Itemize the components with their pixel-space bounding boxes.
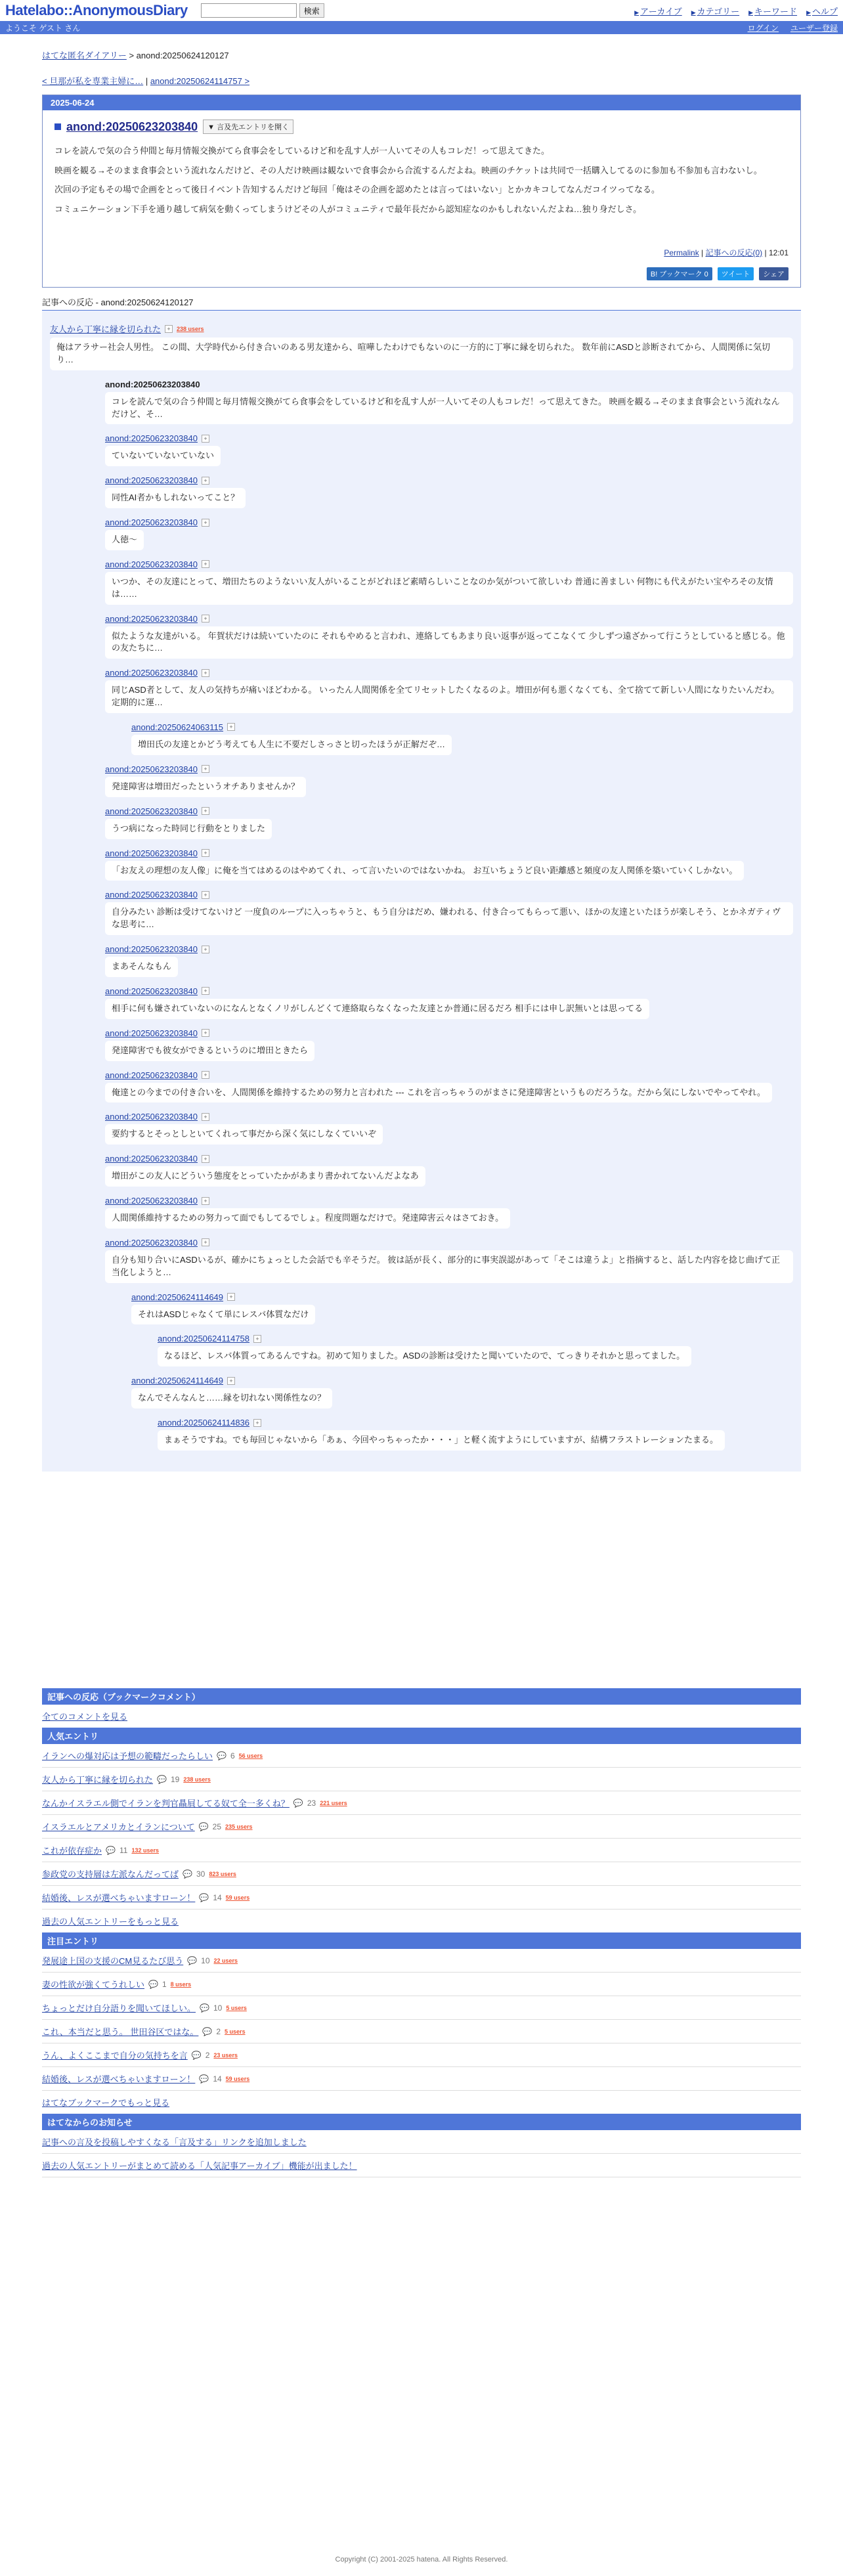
reaction-excerpt: なるほど、レスバ体質ってあるんですね。初めて知りました。ASDの診断は受けたと聞いていたので、てっきりそれかと思ってました。 <box>158 1346 691 1366</box>
entry-title-link[interactable]: anond:20250623203840 <box>66 120 198 133</box>
reaction-node <box>105 890 793 944</box>
users-badge[interactable]: 8 users <box>170 1980 192 1988</box>
expand-icon[interactable]: + <box>202 946 209 953</box>
search-form <box>201 3 324 18</box>
main-content <box>42 34 801 2177</box>
comment-icon: 💬 <box>191 2050 202 2060</box>
expand-icon[interactable]: + <box>227 1293 235 1301</box>
reaction-title: anond:20250623203840 <box>105 379 200 389</box>
comment-count: 14 <box>213 1892 222 1902</box>
reaction-node <box>131 1376 793 1418</box>
expand-icon[interactable]: + <box>202 477 209 485</box>
reaction-node <box>131 1292 793 1334</box>
entry-bullet-icon <box>54 123 61 130</box>
reaction-link[interactable]: anond:20250624063115 <box>131 722 224 732</box>
reaction-link[interactable]: anond:20250623203840 <box>105 1196 198 1206</box>
reaction-excerpt: 増田がこの友人にどういう態度をとっていたかがあまり書かれてないんだよなあ <box>105 1166 425 1187</box>
expand-icon[interactable]: + <box>202 615 209 622</box>
entry-link[interactable]: イスラエルとアメリカとイランについて <box>42 1822 195 1832</box>
reaction-node <box>105 668 793 722</box>
entry-pager: < 旦那が私を専業主婦に… | anond:20250624114757 > <box>42 76 250 86</box>
permalink[interactable]: Permalink <box>664 248 699 257</box>
reaction-link[interactable]: anond:20250623203840 <box>105 944 198 955</box>
reaction-node <box>105 1112 793 1154</box>
news-link[interactable]: 過去の人気エントリーがまとめて読める「人気記事アーカイブ」機能が出ました！ <box>42 2161 357 2171</box>
reaction-header <box>105 1112 793 1122</box>
users-badge[interactable]: 238 users <box>177 325 204 332</box>
expand-icon[interactable]: + <box>202 1155 209 1163</box>
expand-icon[interactable]: + <box>202 435 209 443</box>
reaction-node <box>105 944 793 986</box>
reaction-header <box>105 1028 793 1038</box>
entry-link[interactable]: 発展途上国の支援のCM見るたび思う <box>42 1956 184 1966</box>
entry-link[interactable]: ちょっとだけ自分語りを聞いてほしい。 <box>42 2003 196 2013</box>
entry-paragraph: 次回の予定もその場で企画をとって後日イベント告知するんだけど毎回「俺はその企画を認めたとは言ってはいない」とかカキコしてなんだコイツってなる。 <box>54 185 660 194</box>
reaction-node <box>105 806 793 848</box>
all-comments-link[interactable]: 全てのコメントを見る <box>42 1712 128 1722</box>
list-item <box>42 1768 801 1791</box>
nav-keyword[interactable]: ▶ キーワード <box>748 5 797 17</box>
expand-icon[interactable]: + <box>202 519 209 527</box>
news-link[interactable]: 記事への言及を投稿しやすくなる「言及する」リンクを追加しました <box>42 2137 307 2147</box>
reaction-node <box>105 848 793 890</box>
comment-count: 19 <box>170 1774 180 1784</box>
entry-title <box>54 120 789 134</box>
expand-icon[interactable]: + <box>202 1238 209 1246</box>
search-input[interactable] <box>201 3 297 18</box>
users-badge[interactable]: 56 users <box>238 1752 263 1759</box>
top-nav <box>634 5 838 17</box>
list-item <box>42 1862 801 1886</box>
expand-icon[interactable]: + <box>202 1197 209 1205</box>
reaction-header <box>158 1334 793 1343</box>
list-item <box>42 2067 801 2091</box>
entry-link[interactable]: 結婚後、レスが選べちゃいますローン！ <box>42 2074 196 2084</box>
comment-icon: 💬 <box>198 1822 209 1831</box>
reaction-link[interactable]: anond:20250623203840 <box>105 668 198 678</box>
reaction-node <box>105 764 793 806</box>
welcome-text: ようこそ ゲスト さん <box>5 23 81 33</box>
reactions-heading: 記事への反応 - anond:20250624120127 <box>42 295 801 311</box>
reaction-header <box>105 890 793 900</box>
list-item <box>42 1973 801 1996</box>
reaction-header <box>105 848 793 858</box>
entry-paragraph: コミュニケーション下手を通り越して病気を動くってしまうけどその人がコミュニティで最年長だから認知症なのかもしれないんだよね…独り身だしさ。 <box>54 204 642 214</box>
reaction-excerpt: コレを読んで気の合う仲間と毎月情報交換がてら食事会をしているけど和を乱す人が一人いてその人もコレだ！って思えてきた。 映画を観る→そのまま食事会という流れなんだけど、そ… <box>105 392 793 425</box>
expand-icon[interactable]: + <box>227 723 235 731</box>
expand-icon[interactable]: + <box>253 1335 261 1343</box>
comment-icon: 💬 <box>293 1798 303 1808</box>
list-item <box>42 1949 801 1973</box>
bookmark-button[interactable]: B! ブックマーク 0 <box>647 267 712 280</box>
entry-link[interactable]: 妻の性欲が強くてうれしい <box>42 1980 145 1990</box>
search-button[interactable]: 検索 <box>299 3 324 18</box>
entry-link[interactable]: 結婚後、レスが選べちゃいますローン！ <box>42 1893 196 1903</box>
reaction-header <box>105 1238 793 1248</box>
expand-icon[interactable]: + <box>202 1071 209 1079</box>
notable-list <box>42 1949 801 2091</box>
reaction-node <box>105 614 793 668</box>
expand-icon[interactable]: + <box>202 560 209 568</box>
user-bar <box>0 21 843 34</box>
reaction-thread <box>42 311 801 1472</box>
reaction-link[interactable]: anond:20250623203840 <box>105 613 198 624</box>
reaction-excerpt: まぁそうですね。でも毎回じゃないから「あぁ、今回やっちゃったか・・・」と軽く流すようにしていますが、結構フラストレーションたまる。 <box>158 1430 725 1451</box>
spacer <box>42 1472 801 1688</box>
reaction-header <box>105 1196 793 1206</box>
reaction-header <box>105 1154 793 1164</box>
users-badge[interactable]: 22 users <box>213 1957 238 1964</box>
reaction-excerpt: 人徳〜 <box>105 530 144 550</box>
entry-link[interactable]: うん、よくここまで自分の気持ちを言 <box>42 2051 188 2061</box>
reaction-excerpt: 増田氏の友達とかどう考えても人生に不要だしさっさと切ったほうが正解だぞ… <box>131 735 452 755</box>
reaction-excerpt: 人間関係維持するための努力って面でもしてるでしょ。程度問題なだけで。発達障害云々はさておき。 <box>105 1208 510 1229</box>
comment-icon: 💬 <box>187 1955 198 1965</box>
reaction-excerpt: なんでそんなんと……縁を切れない関係性なの？ <box>131 1388 332 1408</box>
reaction-excerpt: 自分みたい 診断は受けてないけど 一度負のループに入っちゃうと、もう自分はだめ、嫌われる、付き合ってもらって悪い、ほかの友達といたほうが楽しそう、とかネガティヴな思考に… <box>105 902 793 935</box>
reaction-node <box>158 1334 793 1376</box>
reaction-node <box>105 475 793 517</box>
expand-icon[interactable]: + <box>253 1419 261 1427</box>
comment-count: 25 <box>212 1822 222 1831</box>
reaction-link[interactable]: anond:20250623203840 <box>105 1237 198 1248</box>
notable-heading: 注目エントリ <box>42 1932 801 1949</box>
reaction-header <box>105 517 793 527</box>
list-item <box>42 1791 801 1815</box>
comment-count: 14 <box>213 2074 222 2084</box>
expand-icon[interactable]: + <box>202 807 209 815</box>
comment-count: 10 <box>213 2003 223 2013</box>
comment-icon: 💬 <box>183 1869 192 1879</box>
breadcrumb-home[interactable]: はてな匿名ダイアリー <box>42 51 127 60</box>
breadcrumb: はてな匿名ダイアリー > anond:20250624120127 <box>42 51 229 60</box>
expand-icon[interactable]: + <box>202 765 209 773</box>
reaction-node <box>105 1154 793 1196</box>
reaction-node <box>105 1238 793 1292</box>
entry-link[interactable]: これ、本当だと思う。 世田谷区ではな。 <box>42 2027 199 2037</box>
expand-icon[interactable]: + <box>202 1113 209 1121</box>
comment-count: 1 <box>162 1979 167 1989</box>
comment-count: 11 <box>119 1845 128 1855</box>
comment-icon: 💬 <box>200 2003 209 2013</box>
comment-icon: 💬 <box>157 1774 167 1784</box>
list-item <box>42 2020 801 2043</box>
entry-paragraph: 映画を観る→そのまま食事会という流れなんだけど、その人だけ映画は観ないで食事会から合流するんだよね。映画のチケットは共同で一括購入してるのに参加も不参加も言わないし。 <box>54 165 762 175</box>
comment-count: 2 <box>205 2050 210 2060</box>
reaction-node <box>105 986 793 1028</box>
news-item <box>42 2154 801 2177</box>
reaction-node <box>158 1418 793 1460</box>
reaction-node <box>105 433 793 475</box>
comment-icon: 💬 <box>199 1892 209 1902</box>
list-item <box>42 1886 801 1910</box>
reaction-node <box>50 322 793 380</box>
comment-icon: 💬 <box>148 1979 158 1989</box>
comment-icon: 💬 <box>106 1845 116 1855</box>
users-badge[interactable]: 5 users <box>225 2028 246 2035</box>
reaction-excerpt: 似たような友達がいる。 年賀状だけは続いていたのに それもやめると言われ、連絡してもあまり良い返事が返ってこなくて 少しずつ遠ざかって行こうとしていると感じる。他の友たちに… <box>105 626 793 659</box>
users-badge[interactable]: 235 users <box>225 1823 253 1830</box>
reaction-node <box>131 722 793 764</box>
expand-icon[interactable]: + <box>227 1377 235 1385</box>
reaction-header <box>131 722 793 732</box>
prev-entry-link[interactable]: < 旦那が私を専業主婦に… <box>42 76 144 86</box>
reaction-header <box>105 944 793 954</box>
open-referenced-button[interactable]: ▼ 言及先エントリを開く <box>203 120 293 134</box>
register-link[interactable]: ユーザー登録 <box>790 23 838 33</box>
expand-icon[interactable]: + <box>202 849 209 857</box>
reaction-link[interactable]: anond:20250624114758 <box>158 1334 250 1344</box>
reaction-excerpt: 自分も知り合いにASDいるが、確かにちょっとした会話でも辛そうだ。 彼は話が長く、部分的に事実誤認があって「そこは違うよ」と指摘すると、話した内容を捻じ曲げて正当化しようと… <box>105 1250 793 1283</box>
reactions-link[interactable]: 記事への反応(0) <box>705 248 763 257</box>
reaction-excerpt: ていないていないていない <box>105 446 221 466</box>
reaction-excerpt: まあそんなもん <box>105 957 178 977</box>
reaction-excerpt: 俺達との今までの付き合いを、人間関係を維持するための努力と言われた --- これを言っちゃうのがまさに発達障害というものだろうな。だから気にしないでやってやれ。 <box>105 1083 772 1103</box>
comment-count: 30 <box>196 1869 205 1879</box>
entry-link[interactable]: 友人から丁寧に縁を切られた <box>42 1775 154 1785</box>
reaction-excerpt: それはASDじゃなくて単にレスバ体質なだけ <box>131 1305 315 1325</box>
comment-count: 6 <box>230 1751 235 1760</box>
entry-meta: Permalink | 記事への反応(0) | 12:01 <box>664 248 789 257</box>
reaction-header <box>105 764 793 774</box>
reaction-link[interactable]: anond:20250623203840 <box>105 1112 198 1122</box>
reaction-header <box>105 806 793 816</box>
facebook-share-button[interactable]: シェア <box>759 267 789 280</box>
reaction-header <box>105 1070 793 1080</box>
reaction-node <box>105 517 793 559</box>
reaction-node <box>105 380 793 434</box>
footer-copyright: Copyright (C) 2001-2025 hatena. All Rights Reserved. <box>335 2556 508 2564</box>
all-comments <box>42 1705 801 1728</box>
reaction-excerpt: 同性AI者かもしれないってこと？ <box>105 488 246 508</box>
share-buttons <box>54 267 789 280</box>
reaction-link[interactable]: anond:20250624114649 <box>131 1292 224 1302</box>
reaction-link[interactable]: anond:20250623203840 <box>105 517 198 528</box>
users-badge[interactable]: 823 users <box>209 1870 236 1877</box>
reaction-link[interactable]: anond:20250624114649 <box>131 1376 224 1386</box>
popular-list <box>42 1744 801 1910</box>
bookmark-comments-heading: 記事への反応（ブックマークコメント） <box>42 1688 801 1705</box>
entry-link[interactable]: イランへの爆対応は予想の範疇だったらしい <box>42 1751 213 1761</box>
reaction-link[interactable]: 友人から丁寧に縁を切られた <box>50 324 162 334</box>
users-badge[interactable]: 59 users <box>225 1894 250 1901</box>
notable-more-link[interactable]: はてなブックマークでもっと見る <box>42 2098 170 2108</box>
comment-icon: 💬 <box>217 1751 227 1760</box>
reaction-link[interactable]: anond:20250623203840 <box>105 890 198 900</box>
users-badge[interactable]: 238 users <box>183 1776 211 1783</box>
reaction-header <box>105 380 793 389</box>
entry <box>42 95 801 288</box>
users-badge[interactable]: 59 users <box>225 2075 250 2082</box>
reaction-excerpt: いつか、その友達にとって、増田たちのようないい友人がいることがどれほど素晴らしいことなのか気がついて欲しいわ 普通に善ましい 何物にも代えがたい宝やろその友情は…… <box>105 572 793 605</box>
reaction-excerpt: うつ病になった時同じ行動をとりました <box>105 819 272 839</box>
reaction-header <box>158 1418 793 1428</box>
users-badge[interactable]: 5 users <box>226 2004 247 2011</box>
entry-link[interactable]: これが依存症か <box>42 1846 102 1856</box>
expand-icon[interactable]: + <box>202 669 209 677</box>
tweet-button[interactable]: ツイート <box>718 267 754 280</box>
reaction-header <box>105 559 793 569</box>
list-item <box>42 1815 801 1839</box>
entry-date: 2025-06-24 <box>43 95 800 110</box>
reaction-link[interactable]: anond:20250623203840 <box>105 1028 198 1038</box>
list-item <box>42 2043 801 2067</box>
login-link[interactable]: ログイン <box>747 23 779 33</box>
notable-more <box>42 2091 801 2114</box>
reaction-header <box>131 1376 793 1386</box>
reaction-node <box>105 1028 793 1070</box>
top-header <box>0 0 843 21</box>
reaction-excerpt: 要約するとそっとしといてくれって事だから深く気にしなくていいぞ <box>105 1124 383 1145</box>
comment-count: 23 <box>307 1798 316 1808</box>
reaction-link[interactable]: anond:20250623203840 <box>105 764 198 774</box>
popular-more-link[interactable]: 過去の人気エントリーをもっと見る <box>42 1917 179 1927</box>
expand-icon[interactable]: + <box>165 325 173 333</box>
news-item <box>42 2130 801 2154</box>
news-heading: はてなからのお知らせ <box>42 2114 801 2130</box>
next-entry-link[interactable]: anond:20250624114757 > <box>150 76 250 86</box>
nav-archive[interactable]: ▶ アーカイブ <box>634 5 682 17</box>
reaction-excerpt: 発達障害でも彼女ができるというのに増田ときたら <box>105 1041 314 1061</box>
list-item <box>42 1839 801 1862</box>
reaction-node <box>105 1070 793 1112</box>
reaction-excerpt: 同じASD者として、友人の気持ちが痛いほどわかる。 いったん人間関係を全てリセットしたくなるのよ。増田が何も悪くなくても、全て捨てて新しい人間になりたいんだわ。 定期的に運… <box>105 680 793 713</box>
reaction-node <box>105 559 793 614</box>
users-badge[interactable]: 221 users <box>320 1799 347 1806</box>
reaction-header <box>105 433 793 443</box>
reaction-header <box>105 475 793 485</box>
reaction-link[interactable]: anond:20250623203840 <box>105 559 198 569</box>
reaction-link[interactable]: anond:20250623203840 <box>105 848 198 858</box>
site-logo[interactable]: Hatelabo::AnonymousDiary <box>5 2 188 18</box>
users-badge[interactable]: 132 users <box>131 1846 159 1854</box>
reaction-link[interactable]: anond:20250623203840 <box>105 1154 198 1164</box>
expand-icon[interactable]: + <box>202 1029 209 1037</box>
reaction-excerpt: 相手に何も嫌されていないのになんとなくノリがしんどくて連絡取らなくなった友達とか普通に居るだろ 相手には申し訳無いとは思ってる <box>105 999 649 1019</box>
reaction-header <box>105 986 793 996</box>
reaction-header <box>105 614 793 624</box>
reaction-link[interactable]: anond:20250623203840 <box>105 433 198 444</box>
reaction-link[interactable]: anond:20250623203840 <box>105 986 198 996</box>
reaction-link[interactable]: anond:20250623203840 <box>105 475 198 486</box>
breadcrumb-current: anond:20250624120127 <box>136 51 229 60</box>
reaction-header <box>131 1292 793 1302</box>
expand-icon[interactable]: + <box>202 891 209 899</box>
reaction-link[interactable]: anond:20250623203840 <box>105 806 198 816</box>
nav-help[interactable]: ▶ ヘルプ <box>806 5 838 17</box>
entry-link[interactable]: 参政党の支持層は左派なんだってば <box>42 1869 179 1879</box>
reaction-link[interactable]: anond:20250624114836 <box>158 1418 250 1428</box>
reaction-excerpt: 俺はアラサー社会人男性。 この間、大学時代から付き合いのある男友達から、喧嘩したわけでもないのに一方的に丁寧に縁を切られた。 数年前にASDと診断されてから、人間関係に気切り… <box>50 338 793 370</box>
reaction-excerpt: 発達障害は増田だったというオチありませんか？ <box>105 777 306 797</box>
nav-category[interactable]: ▶ カテゴリー <box>691 5 739 17</box>
reaction-excerpt: 「お友えの理想の友人像」に俺を当てはめるのはやめてくれ、って言いたいのではないかね。 お互いちょうど良い距離感と頻度の友人関係を築いていくしかない。 <box>105 861 744 881</box>
reaction-link[interactable]: anond:20250623203840 <box>105 1070 198 1080</box>
expand-icon[interactable]: + <box>202 987 209 995</box>
entry-paragraph: コレを読んで気の合う仲間と毎月情報交換がてら食事会をしているけど和を乱す人が一人いてその人もコレだ！って思えてきた。 <box>54 146 550 156</box>
comment-count: 10 <box>201 1955 210 1965</box>
reaction-node <box>105 1196 793 1238</box>
reaction-header <box>50 322 793 335</box>
comment-icon: 💬 <box>202 2026 213 2036</box>
comment-count: 2 <box>216 2026 221 2036</box>
reaction-header <box>105 668 793 678</box>
users-badge[interactable]: 23 users <box>213 2051 238 2059</box>
entry-link[interactable]: なんかイスラエル側でイランを判官贔屓してる奴て全一多くね？ <box>42 1799 290 1808</box>
list-item <box>42 1996 801 2020</box>
comment-icon: 💬 <box>199 2074 209 2084</box>
list-item <box>42 1744 801 1768</box>
popular-heading: 人気エントリ <box>42 1728 801 1744</box>
popular-more <box>42 1910 801 1932</box>
entry-time: 12:01 <box>768 248 789 257</box>
